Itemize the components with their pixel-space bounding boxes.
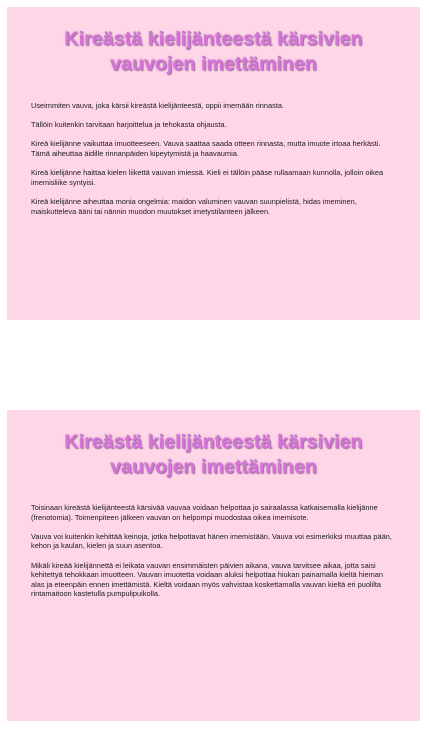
paragraph: Mikäli kireää kielijännettä ei leikata vauvan ensimmäisten päivien aikana, vauva tarvitsee aikaa, jotta saisi kehitettyä tehokkaan imuotteen. Vauvan imuotetta voidaan aluksi helpottaa hiukan painamalla kieltä hieman alas ja eteenpäin ennen imettämistä. Kieltä voidaan myös vahvistaa koskettamalla vauvan kieltä eri puolilta rintamaitoon kastetulla pumpulipuikolla. xyxy=(31,560,383,599)
paragraph: Kireä kielijänne haittaa kielen liikettä vauvan imiessä. Kieli ei tällöin pääse rullaamaan kunnolla, jolloin oikea imemisliike syntyisi. xyxy=(31,168,384,187)
paragraph: Tällöin kuitenkin tarvitaan harjoittelua ja tehokasta ohjausta. xyxy=(31,120,227,130)
slide-body xyxy=(31,503,396,599)
slide-body xyxy=(31,101,396,216)
paragraph: Toisinaan kireästä kielijänteestä kärsivää vauvaa voidaan helpottaa jo sairaalassa katkaisemalla kielijänne (frenotomia). Toimenpiteen jälkeen vauvan on helpompi muodostaa oikea imemisote. xyxy=(31,503,378,522)
paragraph: Useimmiten vauva, joka kärsii kireästä kielijänteestä, oppii imemään rinnasta. xyxy=(31,101,285,110)
slide-1 xyxy=(7,7,420,320)
paragraph: Kireä kielijänne aiheuttaa monia ongelmia: maidon valuminen vauvan suunpielistä, hidas imeminen, maiskutteleva ääni tai nännin muodon muutokset imetystilanteen jälkeen. xyxy=(31,196,357,216)
slide-2 xyxy=(7,410,420,721)
paragraph: Vauva voi kuitenkin kehittää keinoja, jotka helpottavat hänen imemistään. Vauva voi esimerkiksi muuttaa pään, kehon ja kaulan, kielen ja suun asentoa. xyxy=(31,531,392,551)
slide-title: Kireästä kielijänteestä kärsivien vauvojen imettäminen xyxy=(64,28,363,75)
slide-title: Kireästä kielijänteestä kärsivien vauvojen imettäminen xyxy=(64,431,363,478)
paragraph: Kireä kielijänne vaikuttaa imuotteeseen. Vauva saattaa saada otteen rinnasta, mutta imuote irtoaa herkästi. Tämä aiheuttaa äidille rinnanpäiden kipeytymistä ja haavaumia. xyxy=(31,139,381,158)
